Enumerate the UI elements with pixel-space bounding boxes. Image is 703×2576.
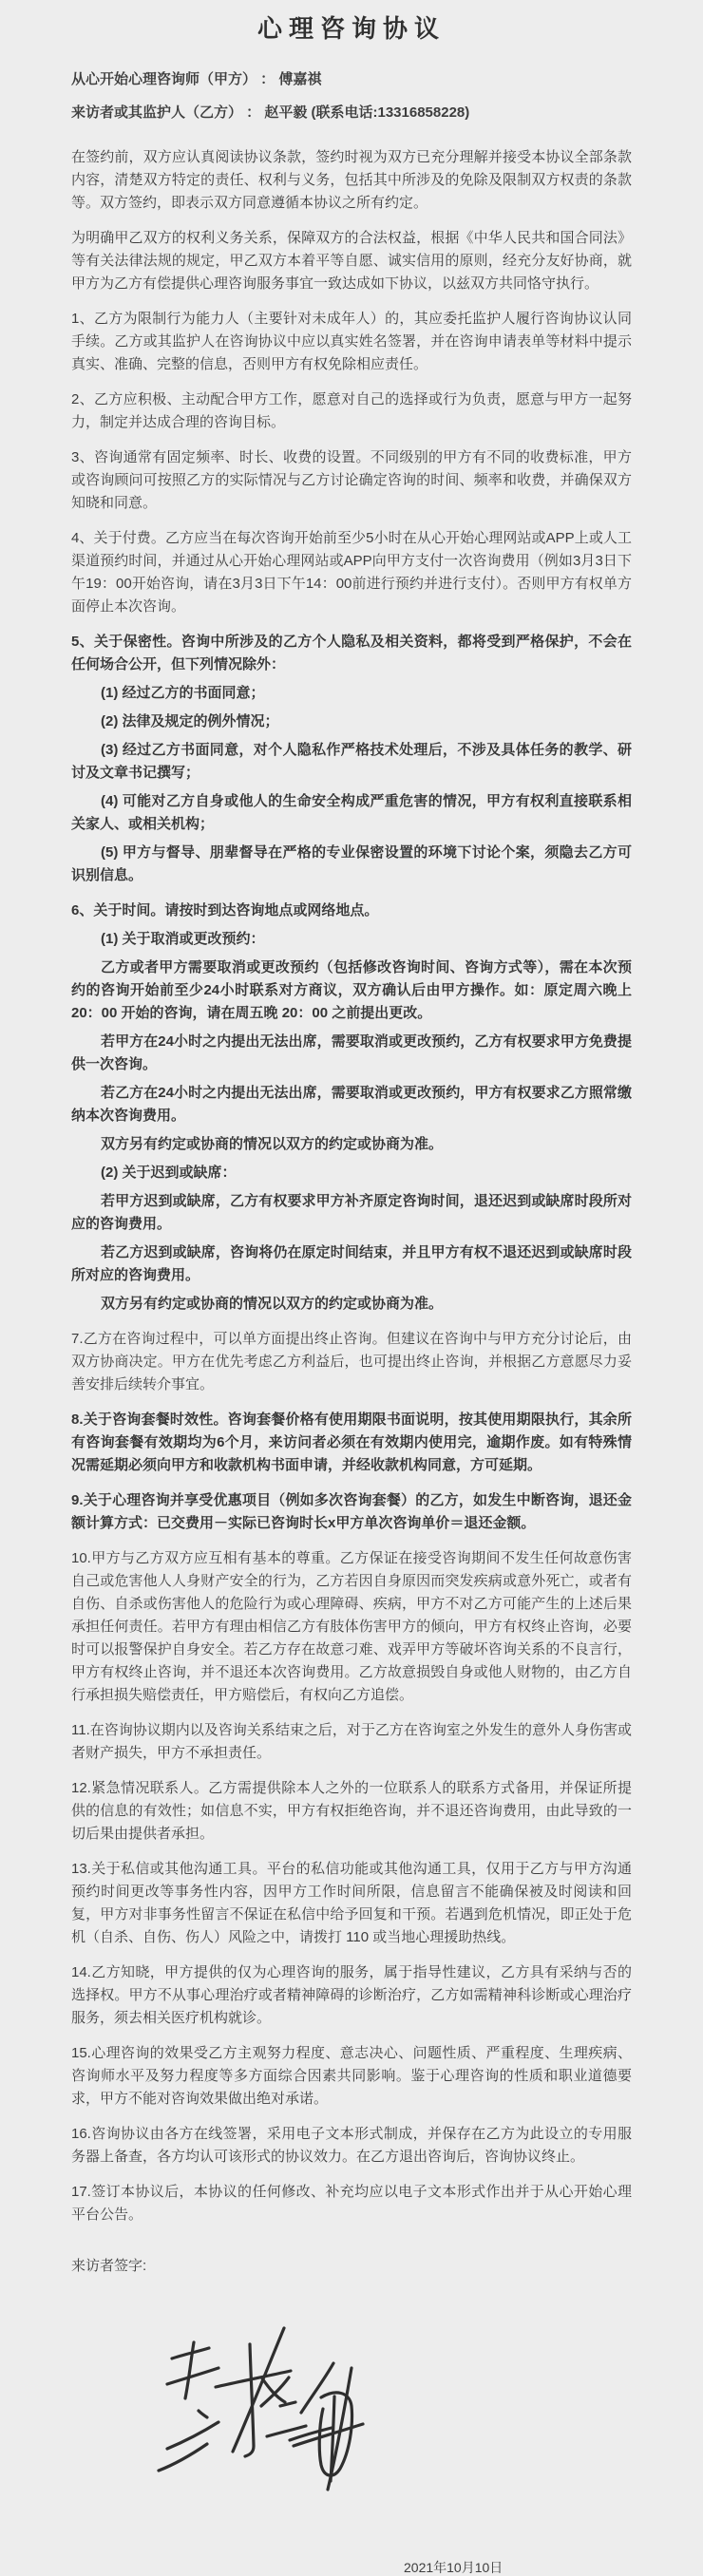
clause-6-sub1-p2: 若甲方在24小时之内提出无法出席，需要取消或更改预约，乙方有权要求甲方免费提供一次咨询。 (71, 1033, 632, 1072)
clause-6-sub1-p1: 乙方或者甲方需要取消或更改预约（包括修改咨询时间、咨询方式等），需在本次预约的咨询开始前至少24小时联系对方商议，双方确认后由甲方操作。如：原定周六晚上20：00 开始的咨询，请在周五晚 20：00 之前提出更改。 (71, 959, 632, 1021)
clause-5-sub-4: (4) 可能对乙方自身或他人的生命安全构成严重危害的情况，甲方有权利直接联系相关家人、或相关机构； (71, 793, 632, 832)
clause-6-sub2-p1: 若甲方迟到或缺席，乙方有权要求甲方补齐原定咨询时间，退还迟到或缺席时段所对应的咨询费用。 (71, 1193, 632, 1232)
clause-6-sub2-p2: 若乙方迟到或缺席，咨询将仍在原定时间结束，并且甲方有权不退还迟到或缺席时段所对应的咨询费用。 (71, 1244, 632, 1283)
clause-5-head: 5、关于保密性。咨询中所涉及的乙方个人隐私及相关资料，都将受到严格保护，不会在任何场合公开，但下列情况除外： (71, 634, 632, 672)
clause-8: 8.关于咨询套餐时效性。咨询套餐价格有使用期限书面说明，按其使用期限执行，其余所有咨询套餐有效期均为6个月，来访问者必须在有效期内使用完，逾期作废。如有特殊情况需延期必须向甲方和收款机构书面申请，并经收款机构同意，方可延期。 (71, 1411, 632, 1473)
party-b-line: 来访者或其监护人（乙方） ： 赵平毅 (联系电话:13316858228) (71, 104, 470, 121)
intro-paragraph-2: 为明确甲乙双方的权利义务关系，保障双方的合法权益，根据《中华人民共和国合同法》等有关法律法规的规定，甲乙双方本着平等自愿、诚实信用的原则，经充分友好协商，就甲方为乙方有偿提供心理咨询服务事宜一致达成如下协议，以兹双方共同恪守执行。 (71, 230, 632, 292)
clause-7: 7.乙方在咨询过程中，可以单方面提出终止咨询。但建议在咨询中与甲方充分讨论后，由双方协商决定。甲方在优先考虑乙方利益后，也可提出终止咨询，并根据乙方意愿尽力妥善安排后续转介事宜。 (71, 1331, 632, 1392)
clause-2: 2、乙方应积极、主动配合甲方工作，愿意对自己的选择或行为负责，愿意与甲方一起努力，制定并达成合理的咨询目标。 (71, 391, 632, 430)
clause-17: 17.签订本协议后，本协议的任何修改、补充均应以电子文本形式作出并于从心开始心理平台公告。 (71, 2184, 632, 2223)
clause-12: 12.紧急情况联系人。乙方需提供除本人之外的一位联系人的联系方式备用，并保证所提供的信息的有效性；如信息不实，甲方有权拒绝咨询，并不退还咨询费用，由此导致的一切后果由提供者承担。 (71, 1780, 632, 1842)
clause-6-head: 6、关于时间。请按时到达咨询地点或网络地点。 (71, 902, 379, 919)
clause-6-sub2-head: (2) 关于迟到或缺席： (101, 1165, 237, 1181)
clause-15: 15.心理咨询的效果受乙方主观努力程度、意志决心、问题性质、严重程度、生理疾病、咨询师水平及努力程度等多方面综合因素共同影响。鉴于心理咨询的性质和职业道德要求，甲方不能对咨询效果做出绝对承诺。 (71, 2045, 632, 2107)
clause-6-sub1-head: (1) 关于取消或更改预约： (101, 931, 265, 947)
signature-image (111, 2291, 382, 2500)
intro-paragraph-1: 在签约前，双方应认真阅读协议条款，签约时视为双方已充分理解并接受本协议全部条款内容，清楚双方特定的责任、权利与义务，包括其中所涉及的免除及限制双方权责的条款等。双方签约，即表示双方同意遵循本协议之所有约定。 (71, 149, 632, 211)
clause-5-sub-3: (3) 经过乙方书面同意，对个人隐私作严格技术处理后，不涉及具体任务的教学、研讨及文章书记撰写； (71, 742, 632, 781)
document-body (71, 68, 632, 2576)
clause-5-sub-1: (1) 经过乙方的书面同意； (101, 685, 265, 701)
clause-14: 14.乙方知晓，甲方提供的仅为心理咨询的服务，属于指导性建议，乙方具有采纳与否的选择权。甲方不从事心理治疗或者精神障碍的诊断治疗，乙方如需精神科诊断或心理治疗服务，须去相关医疗机构就诊。 (71, 1964, 632, 2026)
page-title: 心理咨询协议 (256, 14, 446, 43)
clause-10: 10.甲方与乙方双方应互相有基本的尊重。乙方保证在接受咨询期间不发生任何故意伤害自己或危害他人人身财产安全的行为，乙方若因自身原因而突发疾病或意外死亡，或者有自伤、自杀或伤害他人的危险行为或心理障碍、疾病，甲方不对乙方可能产生的上述后果承担任何责任。若甲方有理由相信乙方有肢体伤害甲方的倾向，甲方有权终止咨询，必要时可以报警保护自身安全。若乙方存在故意刁难、戏弄甲方等破坏咨询关系的不良言行，甲方有权终止咨询，并不退还本次咨询费用。乙方故意损毁自身或他人财物的，由乙方自行承担损失赔偿责任，甲方赔偿后，有权向乙方追偿。 (71, 1550, 632, 1703)
signature-label: 来访者签字: (71, 2258, 147, 2274)
clause-4: 4、关于付费。乙方应当在每次咨询开始前至少5小时在从心开始心理网站或APP上或人工渠道预约时间，并通过从心开始心理网站或APP向甲方支付一次咨询费用（例如3月3日下午19：00开始咨询，请在3月3日下午14：00前进行预约并进行支付）。否则甲方有权单方面停止本次咨询。 (71, 530, 632, 615)
document-date: 2021年10月10日 (404, 2560, 504, 2575)
clause-6-sub1-p3: 若乙方在24小时之内提出无法出席，需要取消或更改预约，甲方有权要求乙方照常缴纳本次咨询费用。 (71, 1085, 632, 1124)
clause-1: 1、乙方为限制行为能力人（主要针对未成年人）的，其应委托监护人履行咨询协议认同手续。乙方或其监护人在咨询协议中应以真实姓名签署，并在咨询申请表单等材料中提示真实、准确、完整的信息，否则甲方有权免除相应责任。 (71, 311, 632, 372)
clause-16: 16.咨询协议由各方在线签署，采用电子文本形式制成，并保存在乙方为此设立的专用服务器上备查，各方均认可该形式的协议效力。在乙方退出咨询后，咨询协议终止。 (71, 2126, 632, 2165)
clause-6-sub1-p4: 双方另有约定或协商的情况以双方的约定或协商为准。 (101, 1136, 444, 1152)
clause-5-sub-2: (2) 法律及规定的例外情况； (101, 713, 279, 729)
party-a-line: 从心开始心理咨询师（甲方） ： 傅嘉祺 (71, 71, 322, 87)
clause-13: 13.关于私信或其他沟通工具。平台的私信功能或其他沟通工具，仅用于乙方与甲方沟通预约时间更改等事务性内容，因甲方工作时间所限，信息留言不能确保被及时阅读和回复，甲方对非事务性留言不保证在私信中给予回复和干预。若遇到危机情况，即正处于危机（自杀、自伤、伤人）风险之中，请拨打 110 或当地心理援助热线。 (71, 1861, 632, 1945)
clause-5-sub-5: (5) 甲方与督导、朋辈督导在严格的专业保密设置的环境下讨论个案，须隐去乙方可识别信息。 (71, 844, 632, 883)
clause-6-sub2-p3: 双方另有约定或协商的情况以双方的约定或协商为准。 (101, 1296, 444, 1312)
clause-3: 3、咨询通常有固定频率、时长、收费的设置。不同级别的甲方有不同的收费标准，甲方或咨询顾问可按照乙方的实际情况与乙方讨论确定咨询的时间、频率和收费，并确保双方知晓和同意。 (71, 449, 632, 511)
clause-9: 9.关于心理咨询并享受优惠项目（例如多次咨询套餐）的乙方，如发生中断咨询，退还金额计算方式：已交费用－实际已咨询时长x甲方单次咨询单价＝退还金额。 (71, 1492, 632, 1531)
clause-11: 11.在咨询协议期内以及咨询关系结束之后，对于乙方在咨询室之外发生的意外人身伤害或者财产损失，甲方不承担责任。 (71, 1722, 632, 1761)
